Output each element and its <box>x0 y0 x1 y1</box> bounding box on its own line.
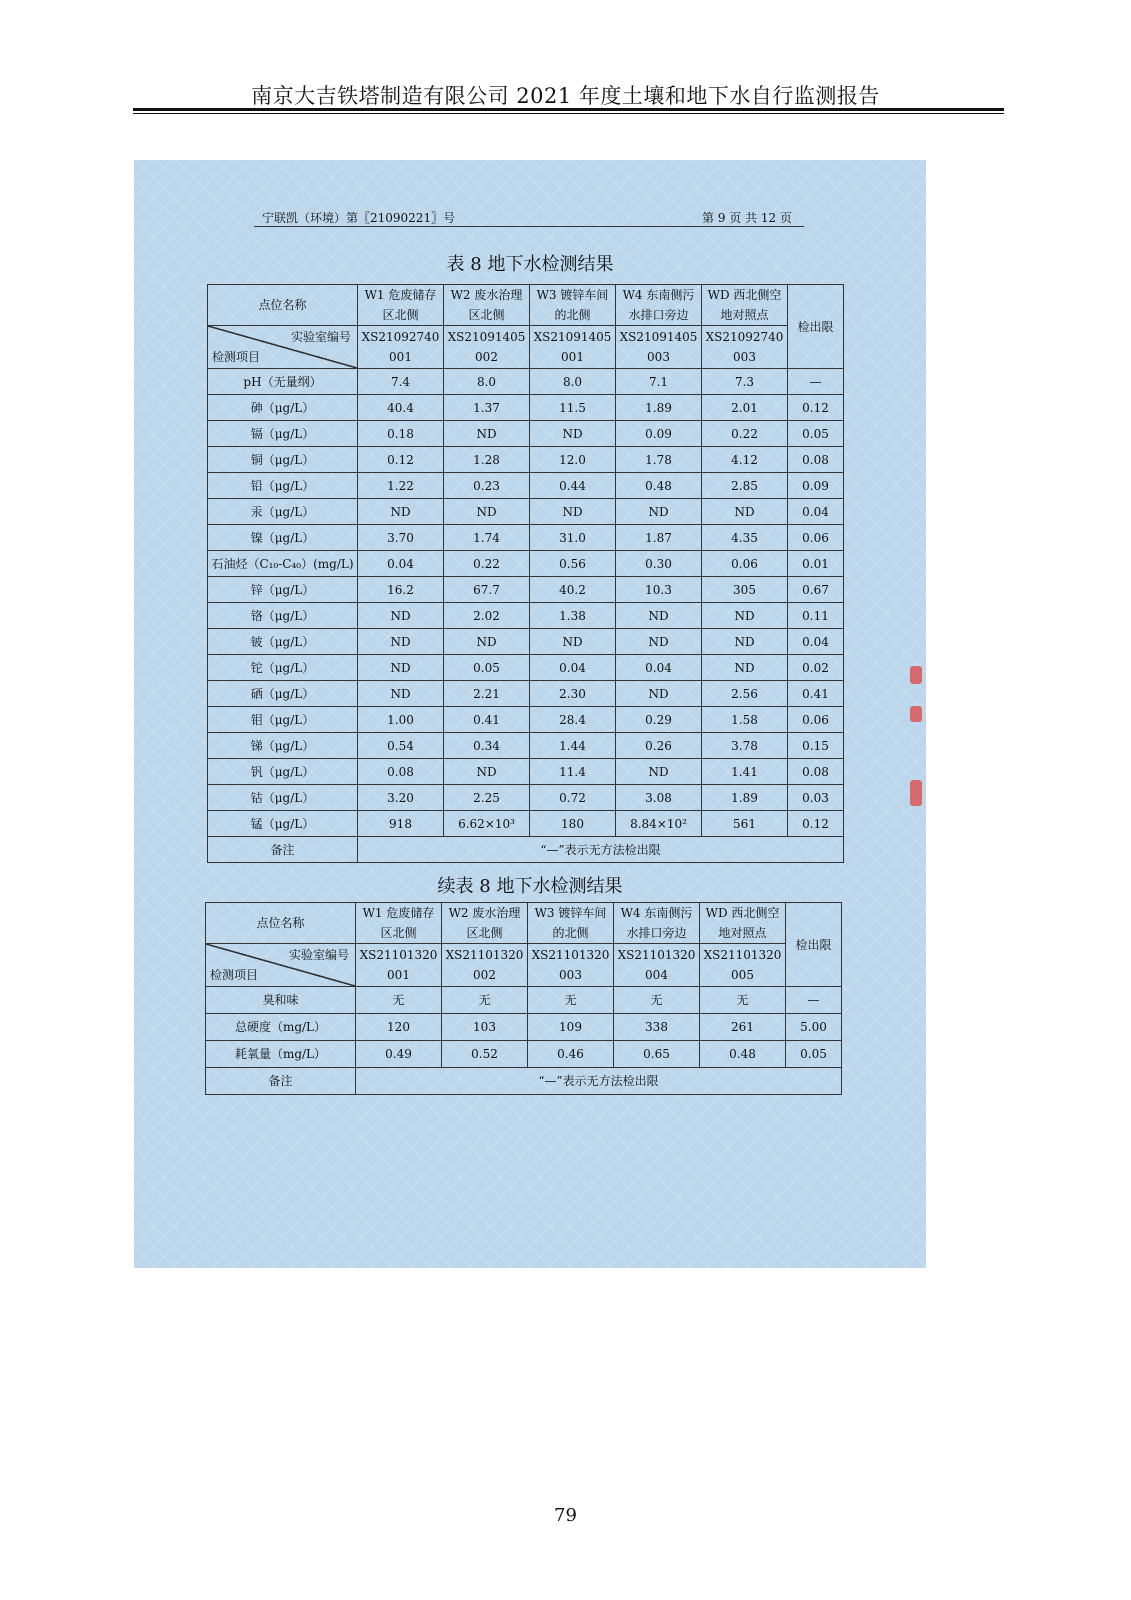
value-cell: 0.26 <box>616 733 702 759</box>
lab-id-line1: XS21101320 <box>617 948 696 962</box>
table-row <box>208 499 844 525</box>
lab-id-line1: XS21101320 <box>531 948 610 962</box>
table1-groundwater-results <box>207 284 844 863</box>
site-name-line2: 水排口旁边 <box>628 308 689 322</box>
report-page-info: 第 9 页 共 12 页 <box>702 211 792 225</box>
value-cell: 0.34 <box>444 733 530 759</box>
item-name-cell: 铜（μg/L） <box>208 447 358 473</box>
value-cell: 7.3 <box>702 369 788 395</box>
value-cell: 0.05 <box>444 655 530 681</box>
diagonal-split <box>206 944 355 986</box>
site-name-line2: 地对照点 <box>720 308 769 322</box>
site-name-cell <box>358 285 444 326</box>
item-name-cell: 锑（μg/L） <box>208 733 358 759</box>
value-cell: 0.48 <box>700 1041 786 1068</box>
lab-id-line2: 002 <box>473 968 496 982</box>
value-cell: 0.06 <box>702 551 788 577</box>
site-name-line1: W3 镀锌车间 <box>536 288 609 302</box>
table-row <box>208 551 844 577</box>
lab-id-line1: XS21101320 <box>445 948 524 962</box>
value-cell: 0.72 <box>530 785 616 811</box>
value-cell: 3.20 <box>358 785 444 811</box>
value-cell: ND <box>444 629 530 655</box>
value-cell: 1.58 <box>702 707 788 733</box>
value-cell: 0.22 <box>702 421 788 447</box>
value-cell: 8.0 <box>444 369 530 395</box>
value-cell: 1.89 <box>616 395 702 421</box>
table-row <box>208 577 844 603</box>
site-name-line2: 的北侧 <box>552 926 589 940</box>
lab-id-line1: XS21101320 <box>703 948 782 962</box>
value-cell: ND <box>702 499 788 525</box>
value-cell: ND <box>444 759 530 785</box>
limit-cell: 0.06 <box>788 707 844 733</box>
limit-cell: 0.41 <box>788 681 844 707</box>
value-cell: ND <box>358 681 444 707</box>
limit-cell: 0.05 <box>786 1041 842 1068</box>
item-name-cell: 镉（μg/L） <box>208 421 358 447</box>
item-name-cell: 铅（μg/L） <box>208 473 358 499</box>
value-cell: 0.41 <box>444 707 530 733</box>
table-row <box>208 707 844 733</box>
lab-id-line2: 003 <box>733 350 756 364</box>
item-name-cell: 锰（μg/L） <box>208 811 358 837</box>
corner-item-label: 检测项目 <box>210 968 259 982</box>
site-name-cell <box>616 285 702 326</box>
lab-id-cell <box>700 944 786 987</box>
table-row <box>208 603 844 629</box>
header-row-lab-ids <box>208 326 844 369</box>
value-cell: ND <box>444 499 530 525</box>
value-cell: 0.18 <box>358 421 444 447</box>
report-ref-number: 宁联凯（环境）第〖21090221〗号 <box>262 211 456 225</box>
value-cell: 0.52 <box>442 1041 528 1068</box>
item-name-cell: 总硬度（mg/L） <box>206 1014 356 1041</box>
table2-title: 续表 8 地下水检测结果 <box>437 876 623 897</box>
value-cell: 305 <box>702 577 788 603</box>
value-cell: 0.48 <box>616 473 702 499</box>
value-cell: 4.35 <box>702 525 788 551</box>
item-name-cell: 钴（μg/L） <box>208 785 358 811</box>
site-name-cell <box>444 285 530 326</box>
value-cell: 0.65 <box>614 1041 700 1068</box>
value-cell: 无 <box>700 987 786 1014</box>
limit-cell: 0.08 <box>788 447 844 473</box>
value-cell: ND <box>702 655 788 681</box>
value-cell: 2.85 <box>702 473 788 499</box>
value-cell: 561 <box>702 811 788 837</box>
value-cell: 11.5 <box>530 395 616 421</box>
value-cell: 0.46 <box>528 1041 614 1068</box>
lab-id-line2: 001 <box>387 968 410 982</box>
site-name-line1: W1 危废储存 <box>362 906 435 920</box>
value-cell: ND <box>616 681 702 707</box>
lab-id-line2: 002 <box>475 350 498 364</box>
value-cell: ND <box>616 499 702 525</box>
value-cell: 3.78 <box>702 733 788 759</box>
site-name-cell <box>356 903 442 944</box>
value-cell: 4.12 <box>702 447 788 473</box>
item-name-cell: 铊（μg/L） <box>208 655 358 681</box>
limit-cell: 0.02 <box>788 655 844 681</box>
item-name-cell: 臭和味 <box>206 987 356 1014</box>
value-cell: 1.87 <box>616 525 702 551</box>
value-cell: 338 <box>614 1014 700 1041</box>
value-cell: 67.7 <box>444 577 530 603</box>
lab-id-line2: 005 <box>731 968 754 982</box>
site-name-cell <box>702 285 788 326</box>
value-cell: 1.37 <box>444 395 530 421</box>
table2-groundwater-results <box>205 902 842 1095</box>
value-cell: 8.84×10² <box>616 811 702 837</box>
table-row <box>208 785 844 811</box>
header-row-lab-ids <box>206 944 842 987</box>
header-row-sites <box>208 285 844 326</box>
value-cell: 无 <box>356 987 442 1014</box>
limit-cell: 0.04 <box>788 629 844 655</box>
lab-id-line2: 003 <box>647 350 670 364</box>
item-name-cell: 铍（μg/L） <box>208 629 358 655</box>
limit-cell: 0.06 <box>788 525 844 551</box>
note-label: 备注 <box>206 1068 356 1095</box>
value-cell: 1.89 <box>702 785 788 811</box>
corner-lab-label: 实验室编号 <box>288 948 349 962</box>
value-cell: 3.70 <box>358 525 444 551</box>
item-name-cell: 耗氧量（mg/L） <box>206 1041 356 1068</box>
site-name-cell <box>442 903 528 944</box>
document-header: 南京大吉铁塔制造有限公司 2021 年度土壤和地下水自行监测报告 <box>251 84 880 108</box>
header-rule-thin <box>133 113 1004 114</box>
site-name-line2: 区北侧 <box>468 308 505 322</box>
item-name-cell: 锌（μg/L） <box>208 577 358 603</box>
table-row <box>208 473 844 499</box>
value-cell: 120 <box>356 1014 442 1041</box>
limit-cell: 0.12 <box>788 395 844 421</box>
limit-header: 检出限 <box>788 285 844 369</box>
site-name-cell <box>700 903 786 944</box>
lab-id-line1: XS21092740 <box>361 330 440 344</box>
table-row <box>208 525 844 551</box>
table-row <box>208 759 844 785</box>
site-name-line2: 的北侧 <box>554 308 591 322</box>
value-cell: 无 <box>528 987 614 1014</box>
value-cell: 2.25 <box>444 785 530 811</box>
table-row <box>208 421 844 447</box>
table-row <box>208 629 844 655</box>
value-cell: 0.44 <box>530 473 616 499</box>
value-cell: 6.62×10³ <box>444 811 530 837</box>
value-cell: ND <box>358 499 444 525</box>
value-cell: 7.1 <box>616 369 702 395</box>
lab-id-line1: XS21091405 <box>447 330 526 344</box>
site-name-line2: 区北侧 <box>466 926 503 940</box>
lab-id-cell <box>530 326 616 369</box>
note-row <box>206 1068 842 1095</box>
value-cell: 180 <box>530 811 616 837</box>
corner-item-label: 检测项目 <box>212 350 261 364</box>
value-cell: 40.4 <box>358 395 444 421</box>
limit-cell: 0.05 <box>788 421 844 447</box>
value-cell: 0.04 <box>616 655 702 681</box>
value-cell: ND <box>530 499 616 525</box>
value-cell: 1.22 <box>358 473 444 499</box>
value-cell: ND <box>358 603 444 629</box>
table-row <box>208 369 844 395</box>
site-name-line1: WD 西北侧空 <box>707 288 782 302</box>
item-name-cell: 石油烃（C₁₀-C₄₀）(mg/L) <box>208 551 358 577</box>
site-name-cell <box>614 903 700 944</box>
site-name-line1: W3 镀锌车间 <box>534 906 607 920</box>
value-cell: 2.02 <box>444 603 530 629</box>
red-seal-stamp-fragment <box>910 706 922 722</box>
value-cell: 0.08 <box>358 759 444 785</box>
value-cell: 0.04 <box>530 655 616 681</box>
lab-id-line1: XS21091405 <box>619 330 698 344</box>
value-cell: 0.54 <box>358 733 444 759</box>
limit-cell: — <box>786 987 842 1014</box>
site-name-line1: W1 危废储存 <box>364 288 437 302</box>
corner-diagonal-cell <box>206 944 356 987</box>
limit-cell: 0.03 <box>788 785 844 811</box>
value-cell: 1.00 <box>358 707 444 733</box>
value-cell: ND <box>358 629 444 655</box>
value-cell: 0.09 <box>616 421 702 447</box>
note-text: “—”表示无方法检出限 <box>356 1068 842 1095</box>
table-row <box>206 1014 842 1041</box>
lab-id-cell <box>442 944 528 987</box>
value-cell: 3.08 <box>616 785 702 811</box>
limit-cell: 0.01 <box>788 551 844 577</box>
lab-id-line1: XS21092740 <box>705 330 784 344</box>
item-name-cell: 汞（μg/L） <box>208 499 358 525</box>
site-name-line1: W2 废水治理 <box>448 906 521 920</box>
limit-cell: 0.12 <box>788 811 844 837</box>
value-cell: 0.22 <box>444 551 530 577</box>
value-cell: ND <box>616 629 702 655</box>
value-cell: 2.21 <box>444 681 530 707</box>
value-cell: 109 <box>528 1014 614 1041</box>
lab-id-cell <box>358 326 444 369</box>
lab-id-line1: XS21091405 <box>533 330 612 344</box>
table-row <box>206 1041 842 1068</box>
header-rule <box>133 108 1004 111</box>
red-seal-stamp-fragment <box>910 780 922 806</box>
value-cell: 2.01 <box>702 395 788 421</box>
value-cell: 31.0 <box>530 525 616 551</box>
diagonal-split <box>208 326 357 368</box>
value-cell: 0.04 <box>358 551 444 577</box>
limit-cell: 0.09 <box>788 473 844 499</box>
limit-cell: 0.11 <box>788 603 844 629</box>
corner-lab-label: 实验室编号 <box>290 330 351 344</box>
value-cell: 无 <box>614 987 700 1014</box>
limit-cell: 0.04 <box>788 499 844 525</box>
value-cell: 7.4 <box>358 369 444 395</box>
value-cell: 28.4 <box>530 707 616 733</box>
table-row <box>206 987 842 1014</box>
value-cell: 12.0 <box>530 447 616 473</box>
value-cell: 1.38 <box>530 603 616 629</box>
value-cell: ND <box>358 655 444 681</box>
lab-id-cell <box>528 944 614 987</box>
value-cell: 10.3 <box>616 577 702 603</box>
site-name-line2: 区北侧 <box>382 308 419 322</box>
corner-site-label: 点位名称 <box>206 903 356 944</box>
value-cell: 40.2 <box>530 577 616 603</box>
limit-header: 检出限 <box>786 903 842 987</box>
table1-title: 表 8 地下水检测结果 <box>446 254 614 275</box>
site-name-line1: W2 废水治理 <box>450 288 523 302</box>
value-cell: 0.29 <box>616 707 702 733</box>
limit-cell: — <box>788 369 844 395</box>
value-cell: 无 <box>442 987 528 1014</box>
lab-id-line2: 004 <box>645 968 668 982</box>
limit-cell: 0.15 <box>788 733 844 759</box>
value-cell: ND <box>616 759 702 785</box>
site-name-line2: 水排口旁边 <box>626 926 687 940</box>
lab-id-line2: 001 <box>389 350 412 364</box>
value-cell: ND <box>530 421 616 447</box>
table-row <box>208 395 844 421</box>
limit-cell: 0.08 <box>788 759 844 785</box>
limit-cell: 5.00 <box>786 1014 842 1041</box>
item-name-cell: 钼（μg/L） <box>208 707 358 733</box>
value-cell: 918 <box>358 811 444 837</box>
value-cell: 0.56 <box>530 551 616 577</box>
note-row <box>208 837 844 863</box>
lab-id-cell <box>614 944 700 987</box>
corner-diagonal-cell <box>208 326 358 369</box>
item-name-cell: 砷（μg/L） <box>208 395 358 421</box>
note-label: 备注 <box>208 837 358 863</box>
corner-site-label: 点位名称 <box>208 285 358 326</box>
site-name-line1: W4 东南侧污 <box>620 906 693 920</box>
value-cell: 1.28 <box>444 447 530 473</box>
table-row <box>208 447 844 473</box>
site-name-line1: WD 西北侧空 <box>705 906 780 920</box>
site-name-line2: 区北侧 <box>380 926 417 940</box>
item-name-cell: pH（无量纲） <box>208 369 358 395</box>
scanned-report-page <box>134 160 926 1268</box>
value-cell: 261 <box>700 1014 786 1041</box>
lab-id-line1: XS21101320 <box>359 948 438 962</box>
item-name-cell: 铬（μg/L） <box>208 603 358 629</box>
limit-cell: 0.67 <box>788 577 844 603</box>
note-text: “—”表示无方法检出限 <box>358 837 844 863</box>
page-number: 79 <box>554 1505 577 1526</box>
scan-header-rule <box>254 226 804 227</box>
value-cell: 103 <box>442 1014 528 1041</box>
value-cell: 0.23 <box>444 473 530 499</box>
lab-id-cell <box>702 326 788 369</box>
table-row <box>208 681 844 707</box>
value-cell: 16.2 <box>358 577 444 603</box>
value-cell: ND <box>444 421 530 447</box>
site-name-line2: 地对照点 <box>718 926 767 940</box>
item-name-cell: 钒（μg/L） <box>208 759 358 785</box>
value-cell: ND <box>530 629 616 655</box>
value-cell: 0.30 <box>616 551 702 577</box>
value-cell: 1.41 <box>702 759 788 785</box>
header-row-sites <box>206 903 842 944</box>
value-cell: ND <box>616 603 702 629</box>
site-name-line1: W4 东南侧污 <box>622 288 695 302</box>
value-cell: 2.30 <box>530 681 616 707</box>
value-cell: 1.44 <box>530 733 616 759</box>
table-row <box>208 733 844 759</box>
value-cell: 11.4 <box>530 759 616 785</box>
value-cell: 8.0 <box>530 369 616 395</box>
value-cell: ND <box>702 629 788 655</box>
site-name-cell <box>528 903 614 944</box>
value-cell: 2.56 <box>702 681 788 707</box>
value-cell: ND <box>702 603 788 629</box>
value-cell: 0.12 <box>358 447 444 473</box>
lab-id-cell <box>356 944 442 987</box>
lab-id-line2: 003 <box>559 968 582 982</box>
table-row <box>208 811 844 837</box>
item-name-cell: 硒（μg/L） <box>208 681 358 707</box>
value-cell: 0.49 <box>356 1041 442 1068</box>
site-name-cell <box>530 285 616 326</box>
item-name-cell: 镍（μg/L） <box>208 525 358 551</box>
red-seal-stamp-fragment <box>910 666 922 684</box>
value-cell: 1.74 <box>444 525 530 551</box>
lab-id-cell <box>444 326 530 369</box>
value-cell: 1.78 <box>616 447 702 473</box>
lab-id-line2: 001 <box>561 350 584 364</box>
table-row <box>208 655 844 681</box>
lab-id-cell <box>616 326 702 369</box>
